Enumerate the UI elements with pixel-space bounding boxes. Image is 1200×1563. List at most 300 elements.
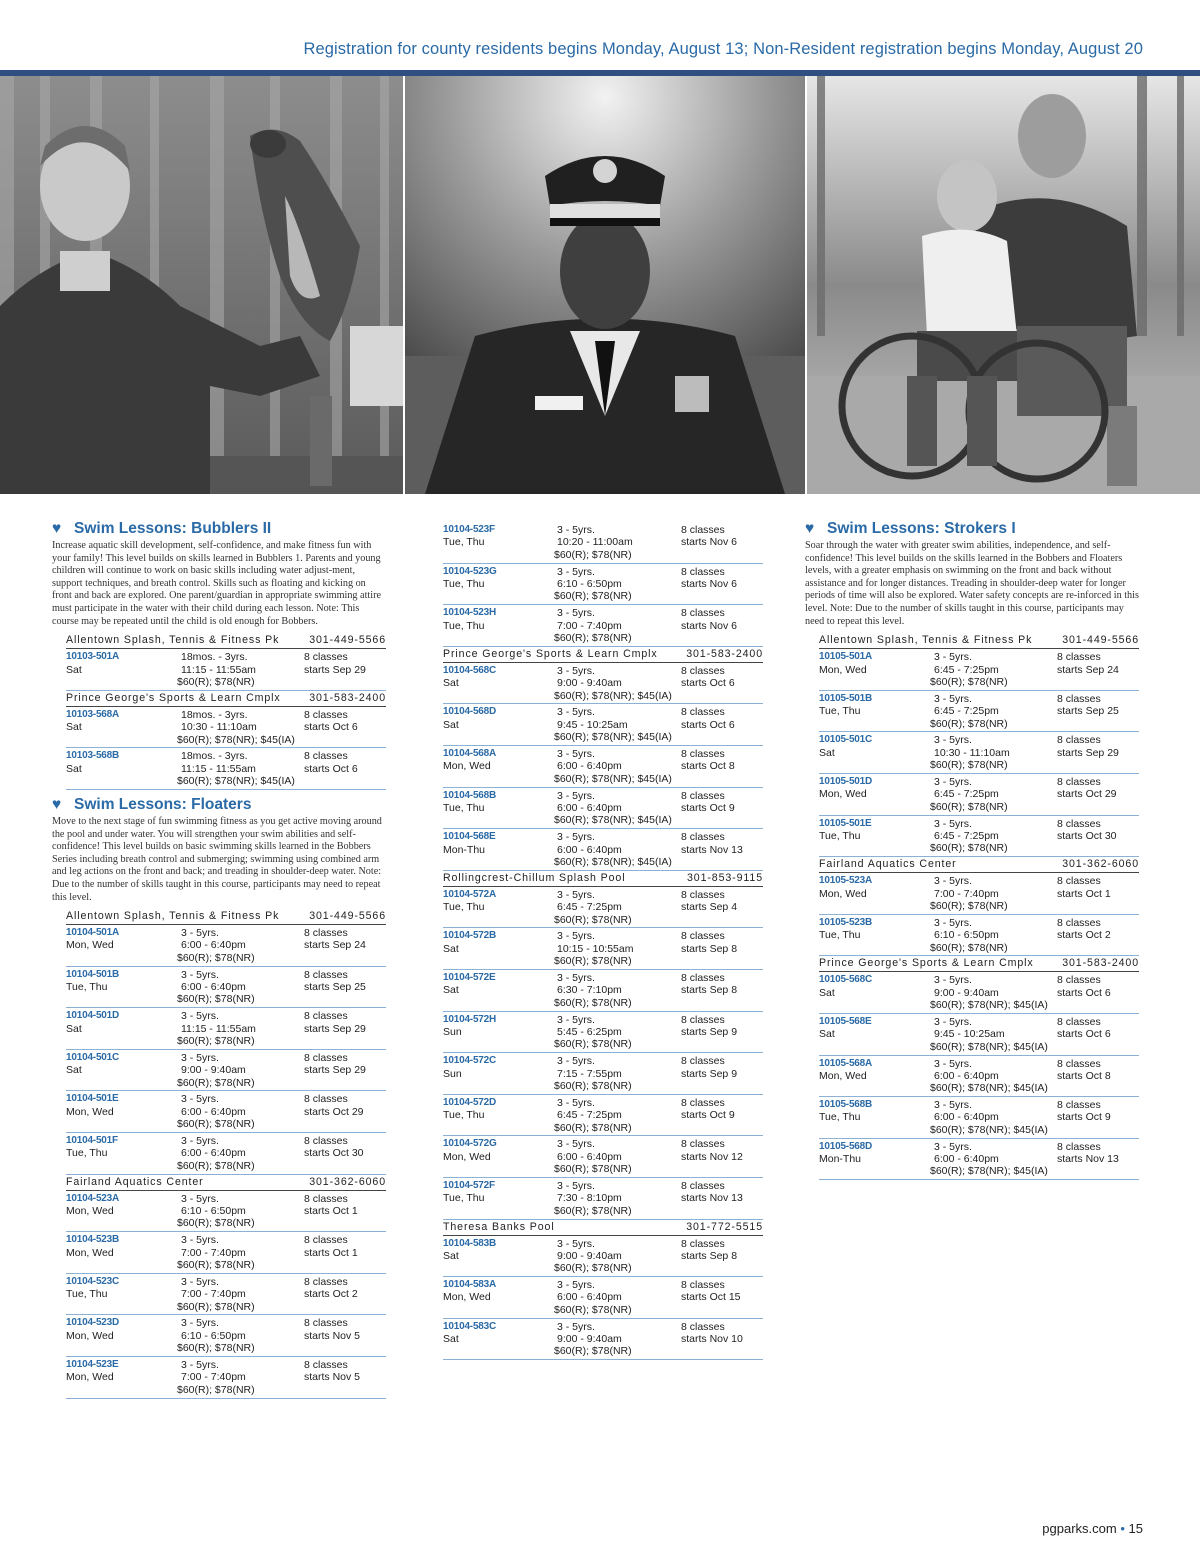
course-code[interactable]: 10104-523H (443, 607, 497, 619)
class-count: 8 classes (681, 1055, 725, 1068)
class-fee: $60(R); $78(NR) (177, 993, 255, 1006)
meeting-days: Tue, Thu (443, 577, 485, 590)
class-count: 8 classes (304, 750, 348, 763)
age-range: 3 - 5yrs. (557, 607, 595, 620)
class-count: 8 classes (304, 1051, 348, 1064)
class-fee: $60(R); $78(NR) (177, 1300, 255, 1313)
floaters-description: Move to the next stage of fun swimming fitness as you get active moving around the pool and under water. You will strengthen your swim abilities and self-confidence! This level builds on basic swimming skills learned in the Bobbers Series including breath control and submerging; swimming using combined arm and leg actions on the front and back; and treading in shoulder-deep water. Note: Due to the number of skills taught in this course, participants may need to repeat this level. (52, 815, 382, 903)
course-code[interactable]: 10103-568B (66, 750, 120, 762)
meeting-days: Tue, Thu (443, 901, 485, 914)
class-fee: $60(R); $78(NR) (177, 1342, 255, 1355)
course-code[interactable]: 10104-501F (66, 1135, 118, 1147)
location-name: Prince George's Sports & Learn Cmplx (819, 957, 1034, 970)
age-range: 3 - 5yrs. (181, 1234, 219, 1247)
course-code[interactable]: 10104-583B (443, 1237, 497, 1249)
class-fee: $60(R); $78(NR) (554, 548, 632, 561)
class-fee: $60(R); $78(NR) (554, 590, 632, 603)
course-code[interactable]: 10104-523D (66, 1317, 120, 1329)
heart-icon: ♥ (52, 520, 62, 537)
strokers-description: Soar through the water with greater swim abilities, independence, and self-confidence! This level builds on the skills learned in the Bobbers and Floaters levels, with a greater emphasis on swimming on the front and back without assistance and for longer distances. Treading in shoulder-deep water for longer periods of time will also be explored. Water safety concepts are re-inforced in this level. Note: Due to the number of skills taught in this course, participants may need to repeat this level. (805, 540, 1139, 627)
class-time: 7:30 - 8:10pm (557, 1192, 622, 1205)
age-range: 3 - 5yrs. (557, 1320, 595, 1333)
course-code[interactable]: 10104-572H (443, 1013, 497, 1025)
location-phone: 301-583-2400 (309, 691, 386, 704)
start-date: starts Sep 29 (304, 1022, 366, 1035)
start-date: starts Sep 24 (1057, 663, 1119, 676)
class-time: 6:10 - 6:50pm (181, 1329, 246, 1342)
class-count: 8 classes (304, 1135, 348, 1148)
course-code[interactable]: 10104-572D (443, 1096, 497, 1108)
age-range: 3 - 5yrs. (181, 968, 219, 981)
class-fee: $60(R); $78(NR) (930, 842, 1008, 855)
age-range: 3 - 5yrs. (181, 927, 219, 940)
age-range: 18mos. - 3yrs. (181, 651, 248, 664)
page-footer (1042, 1521, 1143, 1536)
age-range: 3 - 5yrs. (557, 706, 595, 719)
class-fee: $60(R); $78(NR); $45(IA) (930, 1082, 1048, 1095)
class-row (66, 1232, 386, 1274)
strokers-schedule (819, 633, 1139, 1180)
class-time: 10:30 - 11:10am (181, 721, 257, 734)
class-fee: $60(R); $78(NR); $45(IA) (554, 814, 672, 827)
age-range: 3 - 5yrs. (934, 1140, 972, 1153)
meeting-days: Mon, Wed (66, 1246, 114, 1259)
meeting-days: Mon, Wed (819, 663, 867, 676)
location-name: Fairland Aquatics Center (819, 858, 957, 871)
meeting-days: Tue, Thu (819, 1111, 861, 1124)
start-date: starts Nov 6 (681, 619, 738, 632)
age-range: 3 - 5yrs. (934, 692, 972, 705)
start-date: starts Oct 6 (304, 721, 358, 734)
course-code[interactable]: 10104-568E (443, 831, 496, 843)
meeting-days: Tue, Thu (819, 929, 861, 942)
class-count: 8 classes (681, 524, 725, 536)
class-count: 8 classes (304, 968, 348, 981)
class-row (443, 1277, 763, 1319)
age-range: 3 - 5yrs. (557, 1179, 595, 1192)
age-range: 3 - 5yrs. (934, 974, 972, 987)
class-row (66, 1315, 386, 1357)
class-time: 6:00 - 6:40pm (557, 760, 622, 773)
course-code[interactable]: 10104-523F (443, 524, 495, 535)
course-code[interactable]: 10104-501C (66, 1051, 120, 1063)
meeting-days: Sat (443, 942, 459, 955)
class-time: 11:15 - 11:55am (181, 663, 256, 676)
start-date: starts Oct 9 (681, 801, 735, 814)
course-code[interactable]: 10104-583A (443, 1279, 497, 1291)
class-row (443, 746, 763, 788)
photo-strip (0, 76, 1200, 494)
location-name: Prince George's Sports & Learn Cmplx (443, 647, 658, 660)
course-code[interactable]: 10105-501E (819, 817, 872, 829)
meeting-days: Tue, Thu (819, 705, 861, 718)
age-range: 3 - 5yrs. (181, 1359, 219, 1372)
class-row (443, 663, 763, 705)
class-time: 7:00 - 7:40pm (557, 619, 622, 632)
meeting-days: Sun (443, 1025, 462, 1038)
class-row (66, 1091, 386, 1133)
age-range: 3 - 5yrs. (934, 1099, 972, 1112)
age-range: 3 - 5yrs. (934, 1015, 972, 1028)
class-count: 8 classes (681, 1320, 725, 1333)
class-count: 8 classes (1057, 974, 1101, 987)
class-time: 10:30 - 11:10am (934, 746, 1010, 759)
location-header (66, 909, 386, 925)
class-fee: $60(R); $78(NR); $45(IA) (554, 772, 672, 785)
class-row (443, 1319, 763, 1361)
class-time: 6:00 - 6:40pm (181, 1147, 246, 1160)
course-code[interactable]: 10104-501E (66, 1093, 119, 1105)
class-row (443, 887, 763, 929)
class-count: 8 classes (1057, 1015, 1101, 1028)
class-time: 7:15 - 7:55pm (557, 1067, 622, 1080)
class-count: 8 classes (304, 1234, 348, 1247)
location-phone: 301-362-6060 (309, 1175, 386, 1188)
start-date: starts Sep 24 (304, 939, 366, 952)
start-date: starts Oct 1 (1057, 887, 1111, 900)
class-row (443, 564, 763, 606)
course-code[interactable]: 10103-501A (66, 651, 120, 663)
course-code[interactable]: 10104-568B (443, 789, 497, 801)
course-code[interactable]: 10105-501C (819, 734, 873, 746)
class-count: 8 classes (304, 651, 348, 664)
start-date: starts Oct 29 (1057, 788, 1117, 801)
meeting-days: Sat (443, 1333, 459, 1346)
age-range: 3 - 5yrs. (934, 875, 972, 888)
class-row (443, 1236, 763, 1278)
course-code[interactable]: 10104-572G (443, 1138, 497, 1150)
age-range: 3 - 5yrs. (557, 831, 595, 844)
class-count: 8 classes (304, 1359, 348, 1372)
location-name: Fairland Aquatics Center (66, 1175, 204, 1188)
class-count: 8 classes (1057, 1140, 1101, 1153)
class-row (443, 522, 763, 564)
class-count: 8 classes (304, 1317, 348, 1330)
class-row (443, 1136, 763, 1178)
meeting-days: Sat (66, 762, 82, 775)
meeting-days: Mon, Wed (819, 887, 867, 900)
age-range: 18mos. - 3yrs. (181, 708, 248, 721)
class-row (443, 1012, 763, 1054)
class-count: 8 classes (681, 1138, 725, 1151)
course-code[interactable]: 10105-568E (819, 1015, 872, 1027)
course-code[interactable]: 10105-568C (819, 974, 873, 986)
age-range: 3 - 5yrs. (557, 1096, 595, 1109)
registration-banner-text: Registration for county residents begins Monday, August 13; Non-Resident registration begins Monday, August 20 (303, 40, 1143, 58)
class-fee: $60(R); $78(NR); $45(IA) (554, 689, 672, 702)
floaters-schedule-continued (443, 522, 763, 1360)
start-date: starts Sep 29 (304, 663, 366, 676)
class-row (66, 1008, 386, 1050)
course-code[interactable]: 10105-523A (819, 875, 873, 887)
start-date: starts Oct 8 (1057, 1069, 1111, 1082)
class-row (443, 1095, 763, 1137)
class-fee: $60(R); $78(NR); $45(IA) (554, 731, 672, 744)
class-row (66, 649, 386, 691)
class-count: 8 classes (1057, 916, 1101, 929)
start-date: starts Sep 8 (681, 1249, 738, 1262)
meeting-days: Tue, Thu (819, 829, 861, 842)
class-time: 9:00 - 9:40am (934, 986, 999, 999)
meeting-days: Sat (443, 677, 459, 690)
course-code[interactable]: 10104-523B (66, 1234, 120, 1246)
class-time: 9:00 - 9:40am (557, 1333, 622, 1346)
location-header (443, 647, 763, 663)
class-count: 8 classes (1057, 734, 1101, 747)
location-name: Allentown Splash, Tennis & Fitness Pk (66, 634, 280, 647)
start-date: starts Oct 1 (304, 1246, 358, 1259)
class-fee: $60(R); $78(NR) (554, 1038, 632, 1051)
column-1 (52, 520, 388, 1399)
start-date: starts Sep 9 (681, 1067, 738, 1080)
age-range: 3 - 5yrs. (557, 930, 595, 943)
class-count: 8 classes (681, 789, 725, 802)
class-fee: $60(R); $78(NR) (177, 1035, 255, 1048)
age-range: 3 - 5yrs. (181, 1051, 219, 1064)
meeting-days: Mon-Thu (819, 1153, 862, 1166)
class-fee: $60(R); $78(NR) (930, 675, 1008, 688)
column-2 (443, 522, 765, 1360)
class-fee: $60(R); $78(NR) (554, 996, 632, 1009)
class-time: 7:00 - 7:40pm (181, 1371, 246, 1384)
course-code[interactable]: 10104-523E (66, 1359, 119, 1371)
meeting-days: Mon, Wed (66, 1205, 114, 1218)
start-date: starts Nov 13 (681, 1192, 743, 1205)
class-fee: $60(R); $78(NR) (930, 899, 1008, 912)
class-count: 8 classes (1057, 1057, 1101, 1070)
meeting-days: Sun (443, 1067, 462, 1080)
class-time: 5:45 - 6:25pm (557, 1025, 622, 1038)
class-count: 8 classes (1057, 817, 1101, 830)
class-time: 7:00 - 7:40pm (934, 887, 999, 900)
meeting-days: Tue, Thu (443, 619, 485, 632)
class-row (819, 1014, 1139, 1056)
class-row (443, 928, 763, 970)
location-phone: 301-583-2400 (1062, 957, 1139, 970)
class-fee: $60(R); $78(NR) (177, 1217, 255, 1230)
class-row (66, 748, 386, 790)
location-header (819, 857, 1139, 873)
class-count: 8 classes (681, 664, 725, 677)
class-fee: $60(R); $78(NR) (554, 1121, 632, 1134)
start-date: starts Oct 6 (681, 677, 735, 690)
class-time: 6:10 - 6:50pm (557, 577, 622, 590)
class-fee: $60(R); $78(NR); $45(IA) (554, 855, 672, 868)
course-code[interactable]: 10104-501A (66, 927, 120, 939)
class-row (443, 704, 763, 746)
class-count: 8 classes (304, 1010, 348, 1023)
class-count: 8 classes (681, 888, 725, 901)
floaters-schedule (66, 909, 386, 1399)
class-count: 8 classes (681, 1279, 725, 1292)
start-date: starts Oct 6 (1057, 1028, 1111, 1041)
class-fee: $60(R); $78(NR) (177, 1259, 255, 1272)
class-time: 6:00 - 6:40pm (181, 1105, 246, 1118)
class-row (66, 925, 386, 967)
age-range: 3 - 5yrs. (934, 651, 972, 664)
class-time: 9:00 - 9:40am (557, 1249, 622, 1262)
class-time: 6:45 - 7:25pm (934, 663, 999, 676)
age-range: 3 - 5yrs. (181, 1317, 219, 1330)
meeting-days: Mon-Thu (443, 843, 486, 856)
class-row (66, 1050, 386, 1092)
class-fee: $60(R); $78(NR) (930, 759, 1008, 772)
location-name: Allentown Splash, Tennis & Fitness Pk (819, 634, 1033, 647)
location-phone: 301-449-5566 (1062, 634, 1139, 647)
class-fee: $60(R); $78(NR) (554, 1204, 632, 1217)
class-row (66, 707, 386, 749)
class-count: 8 classes (304, 1275, 348, 1288)
course-code[interactable]: 10104-523C (66, 1275, 120, 1287)
class-row (819, 691, 1139, 733)
age-range: 3 - 5yrs. (934, 916, 972, 929)
class-time: 10:20 - 11:00am (557, 536, 633, 549)
start-date: starts Sep 29 (1057, 746, 1119, 759)
start-date: starts Oct 6 (681, 718, 735, 731)
bubblers-description: Increase aquatic skill development, self-confidence, and make fitness fun with your family! This level builds on skills learned in Bubblers 1. Parents and young children will continue to work on basic skills including water adjust-ment, support techniques, and breath control. Skills such as floating and kicking on front and back are explored. One parent/guardian in appropriate swimming attire must participate in the water with their child during each lesson. Note: This course may be repeated until the child is old enough for Bobbers. (52, 540, 381, 627)
class-fee: $60(R); $78(NR) (177, 1076, 255, 1089)
class-fee: $60(R); $78(NR) (554, 1303, 632, 1316)
class-fee: $60(R); $78(NR); $45(IA) (177, 733, 295, 746)
course-code[interactable]: 10104-572E (443, 971, 496, 983)
course-code[interactable]: 10104-523A (66, 1192, 120, 1204)
class-time: 6:00 - 6:40pm (557, 801, 622, 814)
class-fee: $60(R); $78(NR) (554, 1163, 632, 1176)
meeting-days: Sat (66, 1064, 82, 1077)
age-range: 3 - 5yrs. (934, 734, 972, 747)
class-fee: $60(R); $78(NR) (554, 1345, 632, 1358)
age-range: 3 - 5yrs. (557, 664, 595, 677)
start-date: starts Oct 30 (304, 1147, 364, 1160)
class-fee: $60(R); $78(NR); $45(IA) (930, 999, 1048, 1012)
age-range: 3 - 5yrs. (557, 888, 595, 901)
class-fee: $60(R); $78(NR) (177, 951, 255, 964)
course-code[interactable]: 10104-568D (443, 706, 497, 718)
class-row (819, 774, 1139, 816)
course-code[interactable]: 10104-568C (443, 664, 497, 676)
class-fee: $60(R); $78(NR); $45(IA) (930, 1040, 1048, 1053)
start-date: starts Sep 8 (681, 942, 738, 955)
location-phone: 301-362-6060 (1062, 858, 1139, 871)
class-time: 6:00 - 6:40pm (181, 939, 246, 952)
class-fee: $60(R); $78(NR) (177, 1118, 255, 1131)
meeting-days: Sat (443, 984, 459, 997)
location-phone: 301-583-2400 (686, 647, 763, 660)
age-range: 3 - 5yrs. (181, 1093, 219, 1106)
class-time: 6:00 - 6:40pm (934, 1153, 999, 1166)
course-code[interactable]: 10105-523B (819, 916, 873, 928)
class-row (443, 970, 763, 1012)
meeting-days: Tue, Thu (443, 801, 485, 814)
meeting-days: Sat (443, 718, 459, 731)
class-fee: $60(R); $78(NR); $45(IA) (930, 1165, 1048, 1178)
meeting-days: Sat (66, 663, 82, 676)
class-count: 8 classes (1057, 775, 1101, 788)
class-count: 8 classes (1057, 875, 1101, 888)
start-date: starts Sep 29 (304, 1064, 366, 1077)
meeting-days: Sat (819, 986, 835, 999)
meeting-days: Mon, Wed (66, 1105, 114, 1118)
location-header (66, 691, 386, 707)
class-fee: $60(R); $78(NR) (554, 955, 632, 968)
age-range: 3 - 5yrs. (557, 747, 595, 760)
class-count: 8 classes (681, 607, 725, 620)
class-count: 8 classes (681, 1237, 725, 1250)
age-range: 3 - 5yrs. (181, 1135, 219, 1148)
start-date: starts Nov 13 (681, 843, 743, 856)
section-title-floaters: ♥ Swim Lessons: Floaters (52, 795, 252, 813)
start-date: starts Oct 2 (304, 1288, 358, 1301)
location-phone: 301-449-5566 (309, 634, 386, 647)
start-date: starts Sep 4 (681, 901, 738, 914)
age-range: 3 - 5yrs. (181, 1010, 219, 1023)
site-url[interactable]: pgparks.com (1042, 1521, 1117, 1536)
start-date: starts Oct 2 (1057, 929, 1111, 942)
class-time: 6:00 - 6:40pm (557, 843, 622, 856)
class-row (66, 967, 386, 1009)
course-code[interactable]: 10104-523G (443, 565, 497, 577)
meeting-days: Mon, Wed (66, 1371, 114, 1384)
class-row (66, 1357, 386, 1399)
heart-icon: ♥ (805, 520, 815, 537)
start-date: starts Sep 25 (1057, 705, 1119, 718)
age-range: 3 - 5yrs. (557, 1055, 595, 1068)
age-range: 3 - 5yrs. (557, 524, 595, 536)
class-time: 6:00 - 6:40pm (934, 1111, 999, 1124)
age-range: 3 - 5yrs. (557, 1013, 595, 1026)
class-fee: $60(R); $78(NR) (177, 1159, 255, 1172)
course-code[interactable]: 10105-501A (819, 651, 873, 663)
class-fee: $60(R); $78(NR) (930, 800, 1008, 813)
course-code[interactable]: 10104-572F (443, 1179, 495, 1191)
start-date: starts Oct 15 (681, 1291, 741, 1304)
course-code[interactable]: 10104-501D (66, 1010, 120, 1022)
start-date: starts Nov 13 (1057, 1153, 1119, 1166)
course-code[interactable]: 10104-572B (443, 930, 497, 942)
page-header (0, 0, 1200, 70)
age-range: 3 - 5yrs. (181, 1192, 219, 1205)
course-code[interactable]: 10104-572C (443, 1055, 497, 1067)
start-date: starts Oct 9 (1057, 1111, 1111, 1124)
course-code[interactable]: 10105-501B (819, 692, 873, 704)
section-title-strokers: ♥ Swim Lessons: Strokers I (805, 520, 1016, 537)
start-date: starts Oct 30 (1057, 829, 1117, 842)
class-row (819, 1097, 1139, 1139)
location-header (66, 1175, 386, 1191)
course-code[interactable]: 10104-572A (443, 888, 497, 900)
course-code[interactable]: 10104-501B (66, 968, 120, 980)
meeting-days: Sat (819, 746, 835, 759)
course-code[interactable]: 10104-568A (443, 747, 497, 759)
course-code[interactable]: 10105-568A (819, 1057, 873, 1069)
meeting-days: Tue, Thu (66, 981, 108, 994)
location-phone: 301-853-9115 (687, 871, 763, 884)
age-range: 3 - 5yrs. (557, 565, 595, 578)
location-header (443, 1220, 763, 1236)
class-time: 11:15 - 11:55am (181, 1022, 256, 1035)
course-code[interactable]: 10104-583C (443, 1320, 497, 1332)
meeting-days: Sat (66, 721, 82, 734)
start-date: starts Nov 6 (681, 577, 738, 590)
course-code[interactable]: 10105-568B (819, 1099, 873, 1111)
age-range: 3 - 5yrs. (557, 1237, 595, 1250)
age-range: 18mos. - 3yrs. (181, 750, 248, 763)
course-code[interactable]: 10103-568A (66, 708, 120, 720)
course-code[interactable]: 10105-501D (819, 775, 873, 787)
class-row (819, 873, 1139, 915)
course-code[interactable]: 10105-568D (819, 1140, 873, 1152)
location-phone: 301-772-5515 (686, 1220, 763, 1233)
